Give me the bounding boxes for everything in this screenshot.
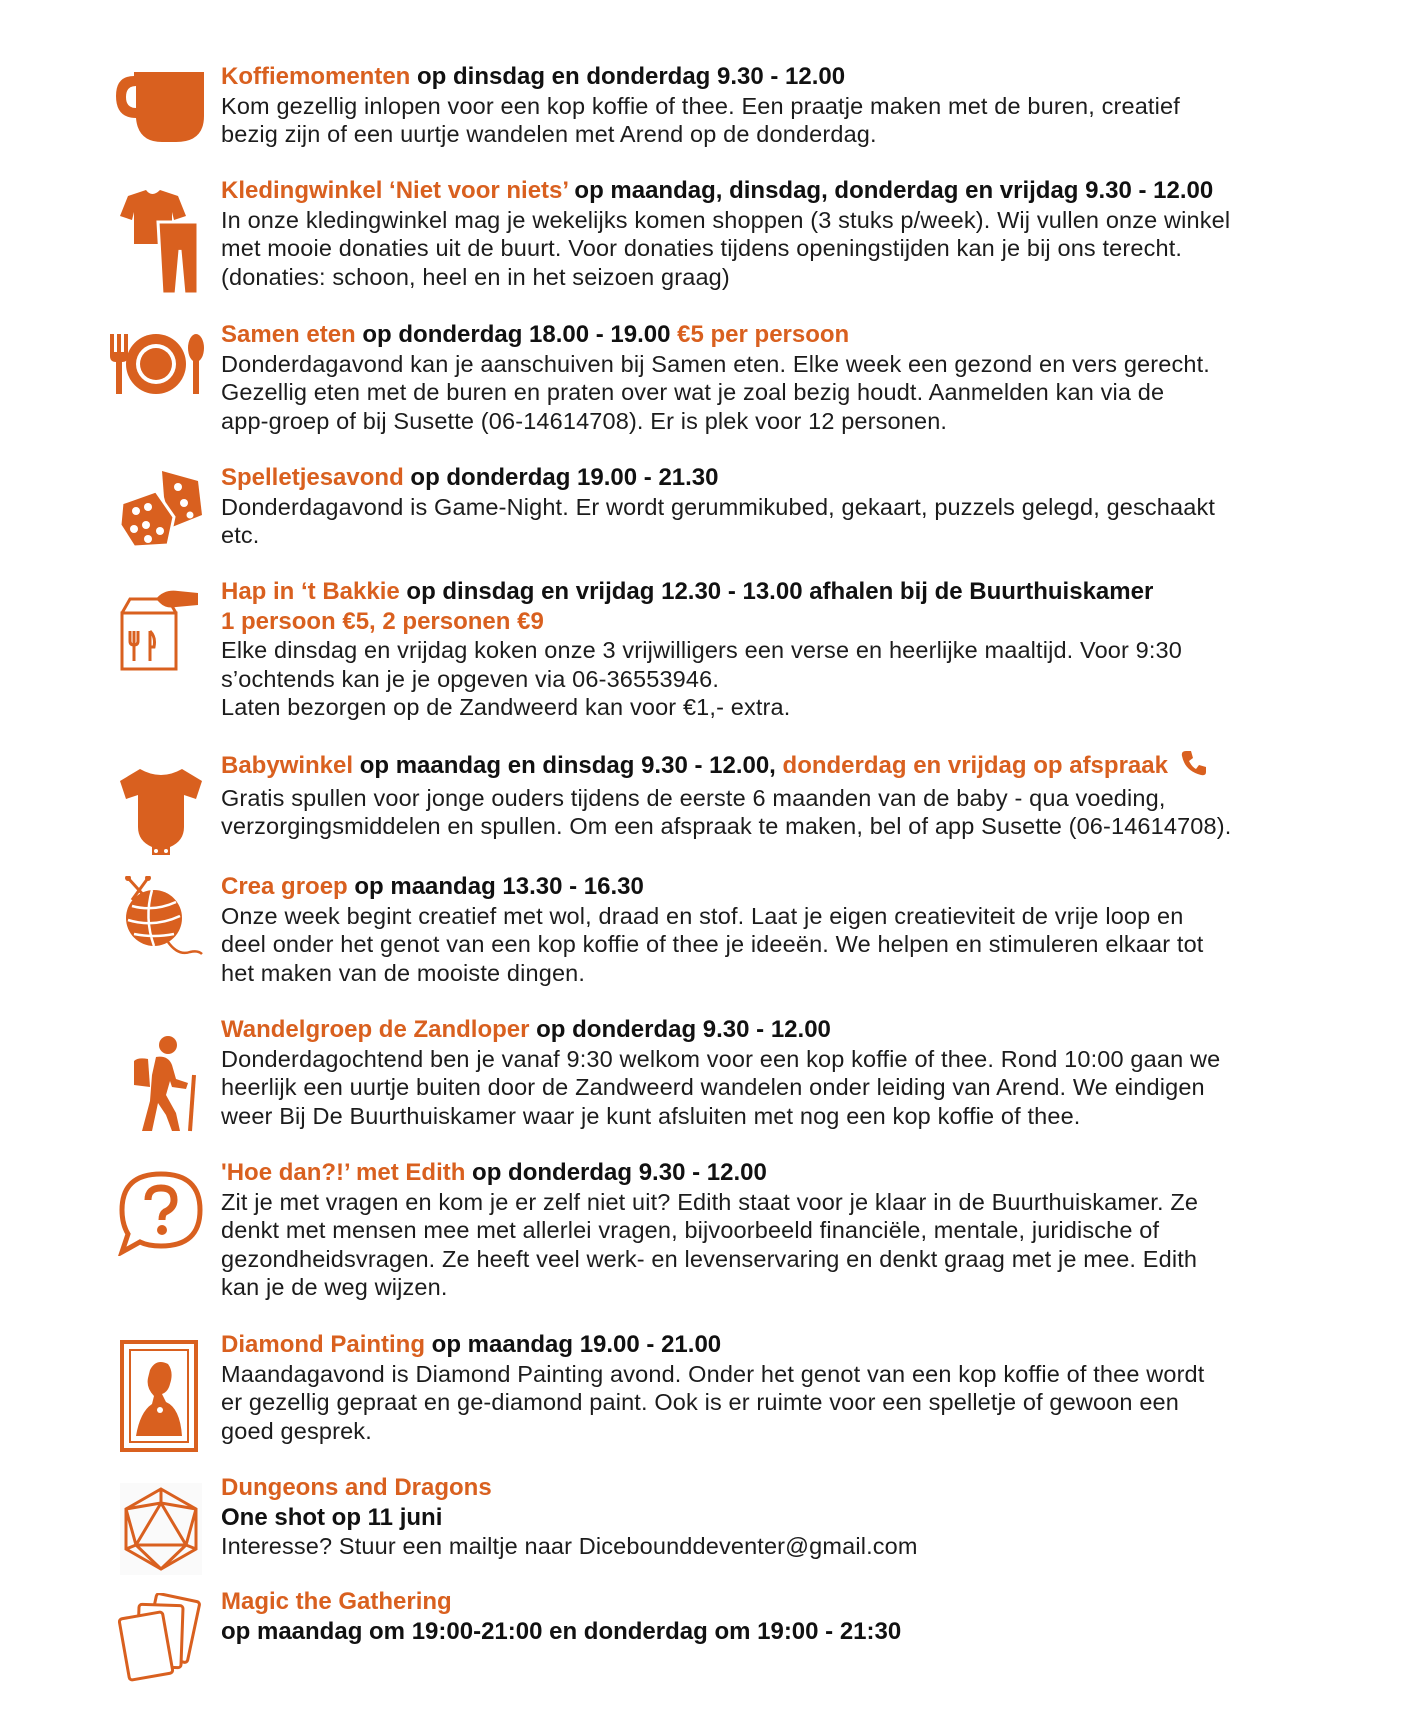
- activity-description: gezondheidsvragen. Ze heeft veel werk- en levenservaring en denkt graag met je mee. Edith: [221, 1245, 1198, 1272]
- activity-schedule: op maandag, dinsdag, donderdag en vrijdag 9.30 - 12.00: [567, 177, 1214, 204]
- activity-description: goed gesprek.: [221, 1417, 372, 1444]
- activity-description: kan je de weg wijzen.: [221, 1274, 448, 1301]
- activity-description: app-groep of bij Susette (06-14614708). Er is plek voor 12 personen.: [221, 407, 948, 434]
- activity-description: denkt met mensen mee met allerlei vragen, bijvoorbeeld financiële, mentale, juridische of: [221, 1217, 1160, 1244]
- activity-price: €5 per persoon: [677, 321, 850, 348]
- activity-schedule: op maandag en dinsdag 9.30 - 12.00,: [353, 752, 776, 779]
- activity-description: heerlijk een uurtje buiten door de Zandweerd wandelen onder leiding van Arend. We eindigen: [221, 1074, 1205, 1101]
- activity-title: Diamond Painting: [221, 1331, 425, 1358]
- phone-icon: [1180, 749, 1208, 784]
- activity-schedule: op maandag 13.30 - 16.30: [347, 873, 644, 900]
- activity-description: het maken van de mooiste dingen.: [221, 959, 586, 986]
- activity-description: Onze week begint creatief met wol, draad en stof. Laat je eigen creatieviteit de vrije loop en: [221, 902, 1184, 929]
- activity-description: Donderdagavond kan je aanschuiven bij Samen eten. Elke week een gezond en vers gerecht.: [221, 350, 1210, 377]
- activity-title: Babywinkel: [221, 752, 354, 779]
- activity-description: verzorgingsmiddelen en spullen. Om een afspraak te maken, bel of app Susette (06-14614708).: [221, 813, 1232, 840]
- activity-description: deel onder het genot van een kop koffie of thee je ideeën. We helpen en stimuleren elkaar tot: [221, 931, 1204, 958]
- activity-schedule: op maandag 19.00 - 21.00: [425, 1331, 722, 1358]
- d20-die-icon: [120, 1483, 224, 1575]
- activity-description: etc.: [221, 522, 260, 549]
- activity-title: Hap in ‘t Bakkie: [221, 578, 400, 605]
- activity-description: bezig zijn of een uurtje wandelen met Arend op de donderdag.: [221, 121, 877, 148]
- onesie-icon: [118, 765, 222, 857]
- mug-icon: [112, 66, 216, 146]
- activity-description: er gezellig gepraat en ge-diamond paint. Ook is er ruimte voor een spelletje of gewoon een: [221, 1389, 1179, 1416]
- activity-title: Magic the Gathering: [221, 1588, 452, 1615]
- activity-description: Elke dinsdag en vrijdag koken onze 3 vrijwilligers een verse en heerlijke maaltijd. Voor 9:30: [221, 637, 1182, 664]
- activity-title: Crea groep: [221, 873, 348, 900]
- activity-description: met mooie donaties uit de buurt. Voor donaties tijdens openingstijden kan je bij ons terecht.: [221, 235, 1183, 262]
- activity-title: 'Hoe dan?!’ met Edith: [221, 1159, 466, 1186]
- takeaway-bag-icon: [120, 587, 224, 671]
- activity-title: Samen eten: [221, 321, 356, 348]
- question-bubble-icon: [118, 1170, 222, 1256]
- plate-cutlery-icon: [106, 332, 210, 396]
- activity-description: Interesse? Stuur een mailtje naar Dicebounddeventer@gmail.com: [221, 1533, 918, 1560]
- activity-subtitle: op maandag om 19:00-21:00 en donderdag om 19:00 - 21:30: [221, 1617, 902, 1645]
- activity-schedule: op dinsdag en donderdag 9.30 - 12.00: [410, 63, 846, 90]
- activity-description: Laten bezorgen op de Zandweerd kan voor €1,- extra.: [221, 694, 791, 721]
- playing-cards-icon: [118, 1593, 222, 1683]
- activity-title: Wandelgroep de Zandloper: [221, 1016, 530, 1043]
- activity-schedule: op donderdag 9.30 - 12.00: [465, 1159, 767, 1186]
- activity-title: Spelletjesavond: [221, 464, 404, 491]
- dice-icon: [118, 467, 222, 549]
- hiker-icon: [128, 1035, 232, 1133]
- activity-schedule: op donderdag 18.00 - 19.00: [355, 321, 678, 348]
- activity-description: Donderdagochtend ben je vanaf 9:30 welkom voor een kop koffie of thee. Rond 10:00 gaan we: [221, 1045, 1221, 1072]
- activity-description: Donderdagavond is Game-Night. Er wordt gerummikubed, gekaart, puzzels gelegd, geschaakt: [221, 493, 1216, 520]
- activity-schedule: op dinsdag en vrijdag 12.30 - 13.00 afhalen bij de Buurthuiskamer: [399, 578, 1154, 605]
- activity-appointment: donderdag en vrijdag op afspraak: [775, 752, 1168, 779]
- activity-description: Gratis spullen voor jonge ouders tijdens de eerste 6 maanden van de baby - qua voeding,: [221, 784, 1166, 811]
- activity-title: Dungeons and Dragons: [221, 1474, 492, 1501]
- activity-title: Kledingwinkel ‘Niet voor niets’: [221, 177, 568, 204]
- activity-description: weer Bij De Buurthuiskamer waar je kunt afsluiten met nog een kop koffie of thee.: [221, 1102, 1081, 1129]
- activity-description: (donaties: schoon, heel en in het seizoen graag): [221, 263, 730, 290]
- activity-schedule: op donderdag 19.00 - 21.30: [403, 464, 719, 491]
- activity-description: Zit je met vragen en kom je er zelf niet uit? Edith staat voor je klaar in de Buurthuiskamer. Ze: [221, 1188, 1199, 1215]
- activity-description: s’ochtends kan je je opgeven via 06-36553946.: [221, 665, 720, 692]
- activity-title: Koffiemomenten: [221, 63, 411, 90]
- activity-subtitle: One shot op 11 juni: [221, 1503, 443, 1531]
- activity-schedule: op donderdag 9.30 - 12.00: [529, 1016, 831, 1043]
- activity-description: Gezellig eten met de buren en praten over wat je zoal bezig houdt. Aanmelden kan via de: [221, 379, 1165, 406]
- activity-description: Maandagavond is Diamond Painting avond. Onder het genot van een kop koffie of thee wordt: [221, 1360, 1205, 1387]
- framed-portrait-icon: [120, 1340, 224, 1452]
- activity-description: Kom gezellig inlopen voor een kop koffie of thee. Een praatje maken met de buren, creatief: [221, 92, 1180, 119]
- activity-description: In onze kledingwinkel mag je wekelijks komen shoppen (3 stuks p/week). Wij vullen onze winkel: [221, 206, 1231, 233]
- yarn-ball-icon: [122, 876, 226, 960]
- clothes-icon: [118, 188, 222, 294]
- activity-price: 1 persoon €5, 2 personen €9: [221, 607, 544, 635]
